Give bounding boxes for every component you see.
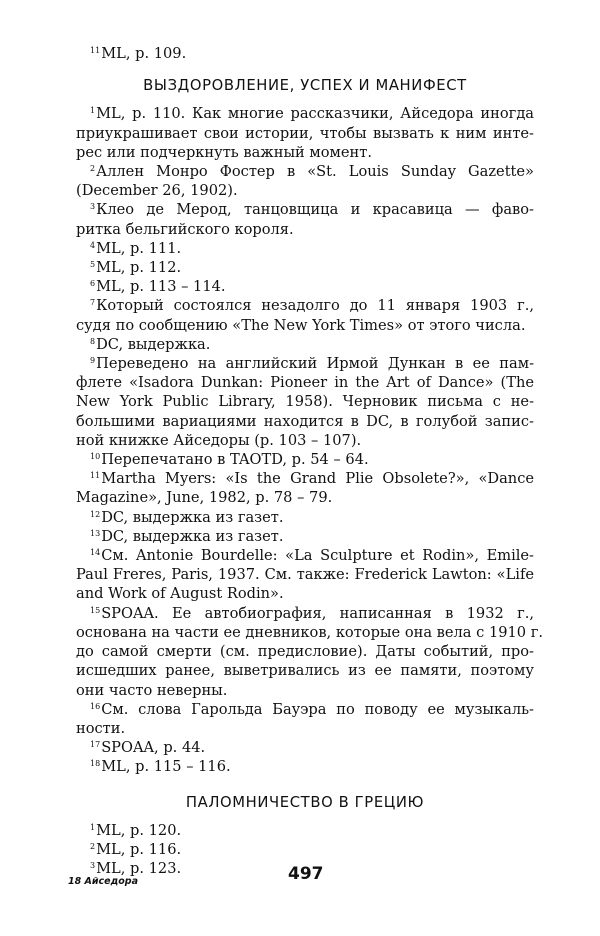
footnote	[76, 527, 534, 546]
footnote-text: ной книжке Айседоры (p. 103 – 107).	[76, 431, 362, 449]
footnote-line	[76, 623, 544, 642]
footnote	[76, 546, 534, 604]
footnote-top	[76, 44, 534, 63]
footnote-line	[76, 373, 534, 392]
footnote	[76, 277, 534, 296]
footnote	[76, 738, 534, 757]
page-footer	[30, 864, 570, 894]
footnotes-page	[76, 44, 544, 878]
footnote-text: Перепечатано в TAOTD, p. 54 – 64.	[101, 451, 369, 469]
footnote-line	[76, 584, 534, 603]
footnote	[76, 821, 534, 840]
footnote-line	[76, 661, 534, 680]
footnote-line	[76, 469, 534, 488]
footnote-line	[76, 143, 534, 162]
footnote-text: Который состоялся незадолго до 11 января 1903 г.,	[96, 297, 534, 315]
footnote-text: флете «Isadora Dunkan: Pioneer in the Art of Dance» (The	[76, 374, 534, 392]
footnote	[76, 840, 534, 859]
footnote-text: большими вариациями находится в DC, в голубой запис-	[76, 412, 534, 430]
footnote-text: ритка бельгийского короля.	[76, 220, 294, 238]
footnote-line	[76, 840, 534, 859]
footnote-line	[76, 488, 534, 507]
footnote-line	[76, 450, 534, 469]
footnote-text: ML, p. 112.	[96, 259, 182, 277]
footnote-text: SPOAA, p. 44.	[101, 739, 206, 757]
page-number: 497	[288, 864, 324, 884]
footnote-line	[76, 738, 534, 757]
footnote-text: DC, выдержка из газет.	[101, 508, 284, 526]
section-notes-recovery	[76, 104, 544, 776]
footnote-number: 3	[90, 202, 96, 212]
footnote-text: приукрашивает свои истории, чтобы вызвать к ним инте-	[76, 124, 534, 142]
footnote-line	[76, 642, 534, 661]
footnote-line	[76, 821, 534, 840]
footnote-text: ML, p. 116.	[96, 840, 182, 858]
section-heading-recovery: ВЫЗДОРОВЛЕНИЕ, УСПЕХ И МАНИФЕСТ	[143, 77, 467, 95]
section-heading-pilgrimage: ПАЛОМНИЧЕСТВО В ГРЕЦИЮ	[185, 793, 425, 811]
footnote-line	[76, 757, 534, 776]
footnote-text: основана на части ее дневников, которые она вела с 1910 г.	[76, 623, 544, 641]
footnote-number: 8	[90, 336, 96, 346]
footnote-text: ML, p. 110. Как многие рассказчики, Айседора иногда	[96, 105, 534, 123]
footnote	[76, 258, 534, 277]
footnote-line	[76, 354, 534, 373]
footnote-text: and Work of August Rodin».	[76, 585, 284, 603]
footnote-text: они часто неверны.	[76, 681, 228, 699]
footnote-text: ML, p. 109.	[101, 45, 187, 62]
footnote-text: (December 26, 1902).	[76, 182, 238, 200]
footnote-line	[76, 412, 534, 431]
footnote-line	[76, 508, 534, 527]
footnote-text: рес или подчеркнуть важный момент.	[76, 143, 372, 161]
footnote-line	[76, 277, 534, 296]
footnote-number: 17	[90, 740, 101, 750]
footnote-number: 2	[90, 164, 96, 174]
footnote-text: Martha Myers: «Is the Grand Plie Obsolete?», «Dance	[101, 470, 534, 488]
footnote-number: 3	[90, 861, 96, 871]
footnote-number: 4	[90, 240, 96, 250]
footnote	[76, 296, 534, 334]
footnote-text: См. Antonie Bourdelle: «La Sculpture et Rodin», Emile-	[101, 547, 534, 565]
footnote-line	[76, 104, 534, 123]
footnote-text: SPOAA. Ее автобиография, написанная в 1932 г.,	[101, 604, 534, 622]
footnote-number: 18	[90, 759, 101, 769]
footnote	[76, 104, 534, 162]
footnote-text: ML, p. 115 – 116.	[101, 758, 231, 776]
footnote-text: DC, выдержка из газет.	[101, 527, 284, 545]
footnote-line	[76, 335, 534, 354]
footnote-text: исшедших ранее, выветривались из ее памяти, поэтому	[76, 662, 534, 680]
footnote-line	[76, 604, 534, 623]
footnote-text: Paul Freres, Paris, 1937. См. также: Frederick Lawton: «Life	[76, 566, 534, 584]
footnote-line	[76, 220, 534, 239]
footnote-number: 10	[90, 452, 101, 462]
footnote	[76, 162, 534, 200]
footnote-number: 11	[90, 46, 101, 55]
footnote-text: ML, p. 123.	[96, 860, 182, 878]
footnote-line	[76, 258, 534, 277]
footnote-number: 7	[90, 298, 96, 308]
footnote-line	[76, 124, 534, 143]
footnote-line	[76, 316, 534, 335]
footnote-number: 1	[90, 106, 96, 116]
footnote-text: ML, p. 113 – 114.	[96, 278, 226, 296]
footnote	[76, 354, 534, 450]
footnote-line	[76, 162, 534, 181]
footnote-text: New York Public Library, 1958). Черновик письма с не-	[76, 393, 534, 411]
footnote	[76, 469, 534, 507]
footnote-text: Клео де Мерод, танцовщица и красавица — фаво-	[96, 201, 534, 219]
footnote-number: 2	[90, 841, 96, 851]
footnote-text: судя по сообщению «The New York Times» от этого числа.	[76, 316, 526, 334]
footnote	[76, 757, 534, 776]
footnote-line	[76, 719, 534, 738]
footnote-number: 12	[90, 509, 101, 519]
footnote-line	[76, 527, 534, 546]
signature-mark: 18 Айседора	[68, 876, 139, 887]
footnote-text: до самой смерти (см. предисловие). Даты событий, про-	[76, 643, 534, 661]
footnote-number: 6	[90, 279, 96, 289]
footnote-number: 11	[90, 471, 101, 481]
footnote	[76, 335, 534, 354]
footnote-number: 1	[90, 822, 96, 832]
footnote-line	[76, 681, 534, 700]
footnote-number: 16	[90, 701, 101, 711]
footnote-text: См. слова Гарольда Бауэра по поводу ее музыкаль-	[101, 700, 534, 718]
footnote	[76, 200, 534, 238]
footnote-number: 9	[90, 356, 96, 366]
footnote-line	[76, 200, 534, 219]
footnote	[76, 508, 534, 527]
footnote-line	[76, 565, 534, 584]
footnote-line	[76, 392, 534, 411]
footnote-line	[76, 296, 534, 315]
footnote	[76, 604, 544, 700]
footnote	[76, 700, 534, 738]
footnote-line	[76, 546, 534, 565]
footnote	[76, 239, 534, 258]
footnote-number: 15	[90, 605, 101, 615]
footnote-line	[76, 700, 534, 719]
footnote-line	[76, 181, 534, 200]
footnote-text: Magazine», June, 1982, p. 78 – 79.	[76, 489, 333, 507]
footnote-text: ности.	[76, 719, 126, 737]
footnote-number: 13	[90, 528, 101, 538]
footnote-text: ML, p. 111.	[96, 239, 182, 257]
footnote-text: Переведено на английский Ирмой Дункан в ее пам-	[96, 355, 534, 373]
footnote-text: DC, выдержка.	[96, 335, 211, 353]
footnote-line	[76, 431, 534, 450]
footnote-number: 14	[90, 548, 101, 558]
footnote-text: ML, p. 120.	[96, 821, 182, 839]
footnote-line	[76, 239, 534, 258]
footnote	[76, 450, 534, 469]
footnote-text: Аллен Монро Фостер в «St. Louis Sunday Gazette»	[96, 163, 534, 181]
footnote-number: 5	[90, 260, 96, 270]
